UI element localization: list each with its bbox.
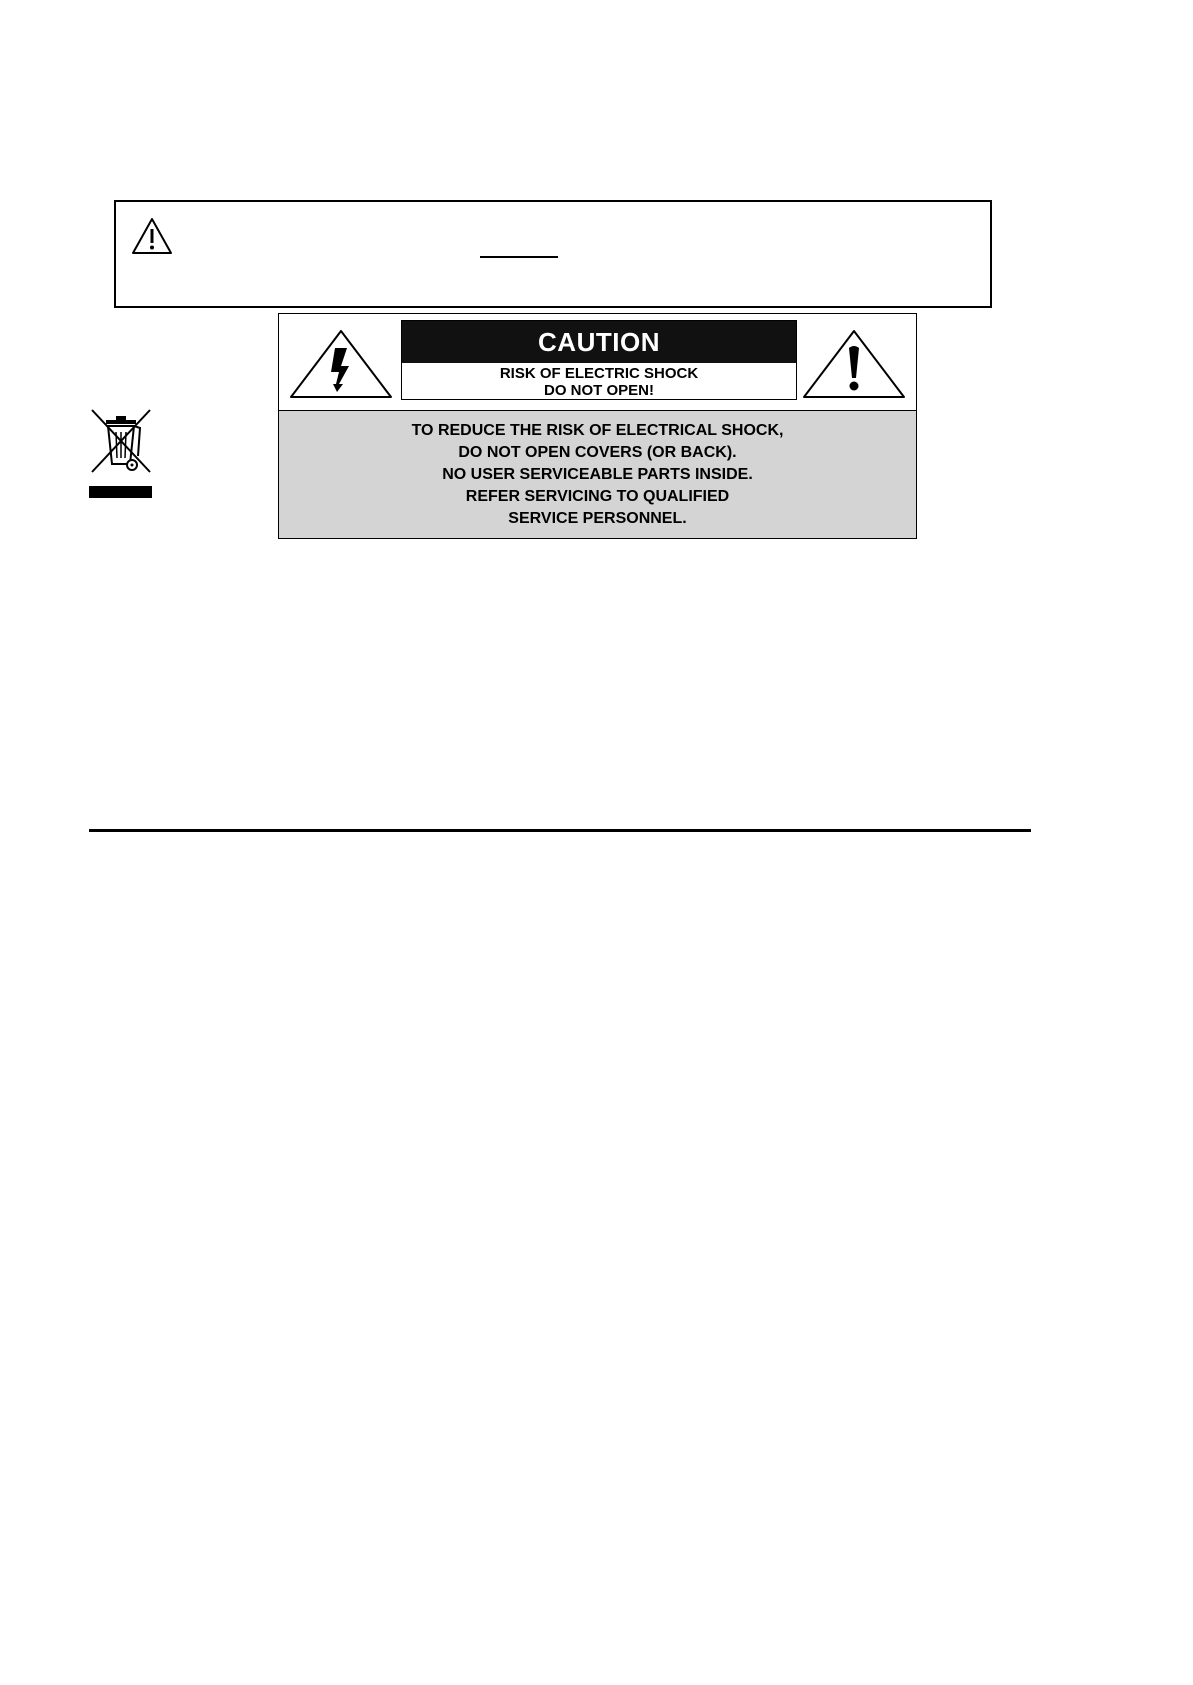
caution-instruction-line: SERVICE PERSONNEL. xyxy=(508,509,687,527)
caution-subtitle xyxy=(402,363,796,399)
caution-title-panel xyxy=(401,320,797,400)
weee-symbol xyxy=(88,408,154,500)
exclamation-triangle-icon xyxy=(800,328,908,400)
caution-instruction-line: NO USER SERVICEABLE PARTS INSIDE. xyxy=(442,465,753,483)
caution-subtitle-line: DO NOT OPEN! xyxy=(543,382,654,399)
caution-instructions xyxy=(279,411,916,538)
warning-box xyxy=(114,200,992,308)
caution-instruction-line: DO NOT OPEN COVERS (OR BACK). xyxy=(458,443,737,461)
lightning-bolt-triangle-icon xyxy=(287,328,395,400)
caution-label xyxy=(278,313,917,539)
caution-label-header xyxy=(279,314,916,411)
horizontal-rule xyxy=(89,829,1031,832)
warning-triangle-icon xyxy=(130,216,174,256)
caution-subtitle-line: RISK OF ELECTRIC SHOCK xyxy=(499,365,699,382)
caution-title: CAUTION xyxy=(402,321,796,363)
crossed-out-wheelie-bin-icon xyxy=(88,408,154,500)
caution-instruction-line: TO REDUCE THE RISK OF ELECTRICAL SHOCK, xyxy=(411,421,784,439)
caution-instruction-line: REFER SERVICING TO QUALIFIED xyxy=(465,487,730,505)
warning-underline xyxy=(480,256,558,258)
